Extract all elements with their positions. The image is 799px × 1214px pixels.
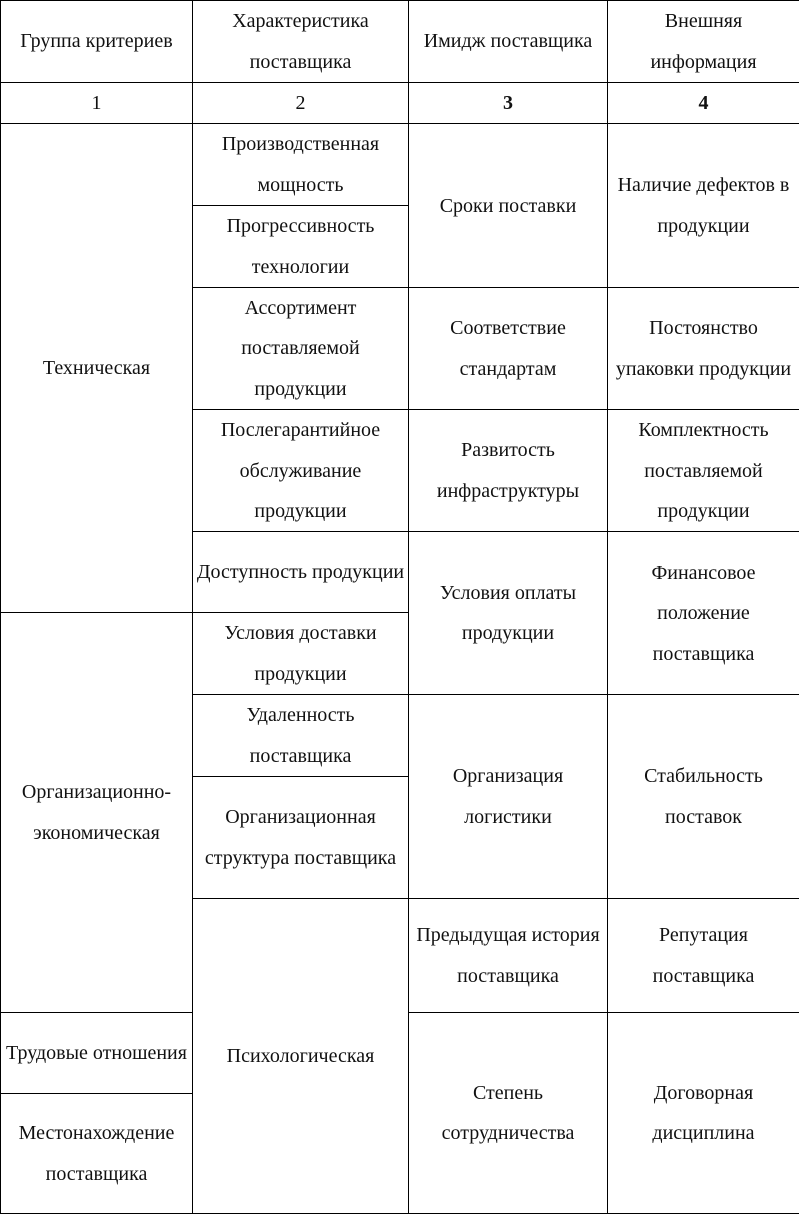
characteristic-text: Производственная мощность bbox=[195, 124, 406, 205]
external-text: Постоянство упаковки продукции bbox=[610, 308, 797, 389]
header-cell-external-information bbox=[608, 1, 799, 83]
group-label: Организационно-экономическая bbox=[3, 772, 190, 853]
characteristic-text: Удаленность поставщика bbox=[195, 695, 406, 776]
characteristic-cell bbox=[409, 899, 608, 1013]
image-text: Степень сотрудничества bbox=[411, 1073, 605, 1154]
characteristic-cell bbox=[193, 695, 409, 777]
characteristic-text: Условия доставки продукции bbox=[195, 613, 406, 694]
image-cell bbox=[409, 410, 608, 532]
external-cell bbox=[608, 532, 799, 695]
characteristic-text: Предыдущая история поставщика bbox=[411, 915, 605, 996]
header-external-information: Внешняя информация bbox=[610, 1, 797, 82]
header-supplier-image: Имидж поставщика bbox=[411, 21, 605, 61]
external-text: Договорная дисциплина bbox=[610, 1073, 797, 1154]
image-text: Соответствие стандартам bbox=[411, 308, 605, 389]
table-row bbox=[1, 124, 799, 206]
image-text: Организация логистики bbox=[411, 756, 605, 837]
characteristic-cell bbox=[193, 777, 409, 899]
header-supplier-characteristic: Характеристика поставщика bbox=[195, 1, 406, 82]
header-cell-criteria-group bbox=[1, 1, 193, 83]
external-text: Комплектность поставляемой продукции bbox=[610, 410, 797, 531]
characteristic-cell bbox=[193, 288, 409, 410]
characteristic-cell bbox=[1, 1013, 193, 1094]
external-text: Стабильность поставок bbox=[610, 756, 797, 837]
group-technical bbox=[1, 124, 193, 613]
header-cell-supplier-characteristic bbox=[193, 1, 409, 83]
characteristic-text: Послегарантийное обслуживание продукции bbox=[195, 410, 406, 531]
characteristic-text: Ассортимент поставляемой продукции bbox=[195, 288, 406, 409]
characteristic-cell bbox=[193, 206, 409, 288]
characteristic-text: Прогрессивность технологии bbox=[195, 206, 406, 287]
characteristic-cell bbox=[193, 613, 409, 695]
external-cell bbox=[608, 410, 799, 532]
characteristic-text: Трудовые отношения bbox=[3, 1033, 190, 1073]
characteristic-cell bbox=[193, 410, 409, 532]
group-label: Психологическая bbox=[195, 1036, 406, 1076]
header-row bbox=[1, 1, 799, 83]
characteristic-cell bbox=[193, 124, 409, 206]
image-cell bbox=[409, 124, 608, 288]
header-cell-supplier-image bbox=[409, 1, 608, 83]
image-text: Сроки поставки bbox=[411, 186, 605, 226]
image-cell bbox=[409, 695, 608, 899]
image-text: Репутация поставщика bbox=[610, 915, 797, 996]
column-number-3: 3 bbox=[409, 83, 608, 124]
characteristic-text: Организационная структура поставщика bbox=[195, 797, 406, 878]
image-cell bbox=[409, 288, 608, 410]
external-cell bbox=[608, 124, 799, 288]
image-text: Развитость инфраструктуры bbox=[411, 430, 605, 511]
characteristic-text: Местонахождение поставщика bbox=[3, 1113, 190, 1194]
external-cell bbox=[608, 1013, 799, 1214]
header-criteria-group: Группа критериев bbox=[3, 21, 190, 61]
external-text: Финансовое положение поставщика bbox=[610, 553, 797, 674]
column-number-4: 4 bbox=[608, 83, 799, 124]
characteristic-text: Доступность продукции bbox=[195, 552, 406, 592]
image-cell bbox=[409, 1013, 608, 1214]
external-cell bbox=[608, 288, 799, 410]
group-psychological bbox=[193, 899, 409, 1214]
characteristic-cell bbox=[1, 1094, 193, 1214]
external-text: Наличие дефектов в продукции bbox=[610, 165, 797, 246]
numbering-row bbox=[1, 83, 799, 124]
group-label: Техническая bbox=[3, 348, 190, 388]
image-cell bbox=[608, 899, 799, 1013]
group-organizational-economic bbox=[1, 613, 193, 1013]
column-number-2: 2 bbox=[193, 83, 409, 124]
image-text: Условия оплаты продукции bbox=[411, 573, 605, 654]
external-cell bbox=[608, 695, 799, 899]
characteristic-cell bbox=[193, 532, 409, 613]
column-number-1: 1 bbox=[1, 83, 193, 124]
image-cell bbox=[409, 532, 608, 695]
